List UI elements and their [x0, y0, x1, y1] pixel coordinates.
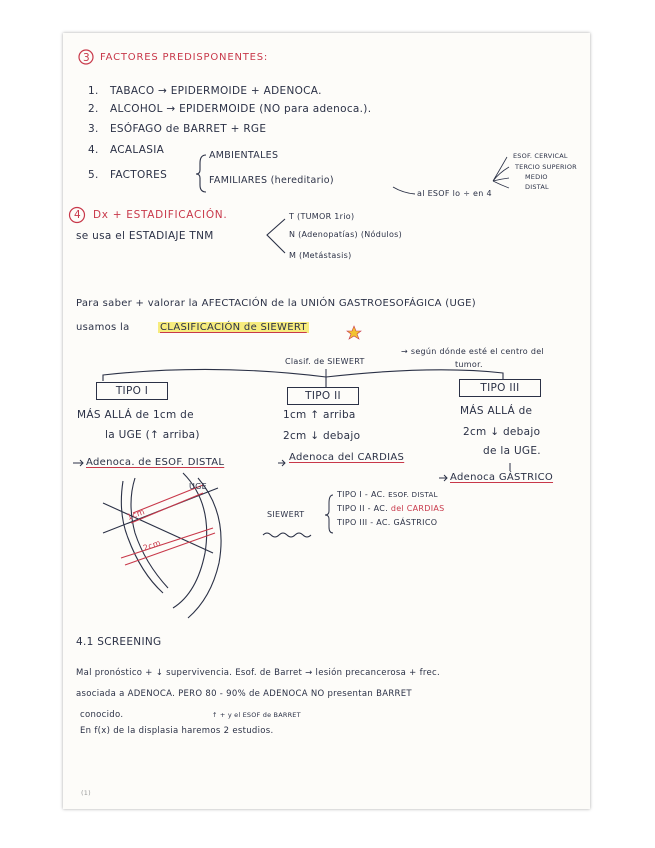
esof-parts-brace — [493, 157, 509, 188]
tipo-2-desc-2: 2cm ↓ debajo — [283, 430, 361, 442]
tipo-1-result: Adenoca. de ESOF. DISTAL — [86, 457, 225, 468]
siewert-squiggle — [263, 533, 311, 537]
factor-4-text: ACALASIA — [110, 144, 165, 156]
uge-line-2-highlight: CLASIFICACIÓN de SIEWERT — [160, 322, 307, 333]
esof-part-1: ESOF. CERVICAL — [513, 152, 568, 160]
tnm-n: N (Adenopatías) (Nódulos) — [289, 230, 403, 239]
classif-note-2: tumor. — [455, 360, 483, 369]
tipo-2-desc-1: 1cm ↑ arriba — [283, 409, 356, 421]
tipo-1-label: TIPO I — [115, 385, 149, 397]
factor-3-text: ESÓFAGO de BARRET + RGE — [110, 123, 267, 135]
tipo-3-result: Adenoca GÁSTRICO — [450, 472, 554, 483]
uge-line-1: Para saber + valorar la AFECTACIÓN de la UNIÓN GASTROESOFÁGICA (UGE) — [76, 298, 476, 309]
classif-label: Clasif. de SIEWERT — [285, 357, 365, 366]
section-3-number: 3 — [83, 52, 90, 64]
summary-3: TIPO III - AC. GÁSTRICO — [337, 518, 438, 527]
factor-5-text: FACTORES — [110, 169, 168, 181]
factor-3-num: 3. — [88, 123, 99, 135]
tipo-3-box — [459, 379, 541, 397]
esof-note: al ESOF lo ÷ en 4 — [417, 189, 492, 198]
screening-line-1: Mal pronóstico + ↓ supervivencia. Esof. de Barret → lesión precancerosa + frec. — [76, 668, 441, 678]
factor-4-num: 4. — [88, 144, 99, 156]
tipo-3-desc-2: 2cm ↓ debajo — [463, 426, 541, 438]
esof-part-4: DISTAL — [525, 183, 549, 191]
tipo-1-box — [96, 382, 168, 400]
drawing-uge-label: UGE — [189, 482, 208, 491]
factor-familiares: FAMILIARES (hereditario) — [209, 175, 334, 186]
tnm-t: T (TUMOR 1rio) — [289, 212, 355, 221]
tipo-2-label: TIPO II — [305, 390, 341, 402]
factor-1-text: TABACO → EPIDERMOIDE + ADENOCA. — [110, 85, 322, 97]
screening-line-3: conocido. — [80, 710, 124, 720]
screening-line-4: En f(x) de la displasia haremos 2 estudios. — [80, 726, 274, 736]
esof-arrow — [393, 187, 415, 194]
tipo-2-result: Adenoca del CARDIAS — [289, 452, 405, 463]
drawing-2cm: 2cm — [141, 538, 163, 553]
drawing-1cm: 1cm — [125, 507, 147, 522]
summary-1: TIPO I - AC. ESOF. DISTAL — [337, 490, 438, 499]
uge-line-2-pre: usamos la — [76, 322, 130, 333]
factor-2-text: ALCOHOL → EPIDERMOIDE (NO para adenoca.). — [110, 103, 372, 115]
tree-line-right — [326, 370, 503, 379]
screening-line-3-note: ↑ + y el ESOF de BARRET — [212, 711, 301, 719]
tipo-2-box — [287, 387, 359, 405]
section-41-title: 4.1 SCREENING — [76, 636, 162, 648]
section-4-number: 4 — [74, 209, 81, 221]
screening-line-2: asociada a ADENOCA. PERO 80 - 90% de ADENOCA NO presentan BARRET — [76, 689, 412, 699]
tipo-1-desc-1: MÁS ALLÁ de 1cm de — [77, 409, 194, 421]
factor-1-num: 1. — [88, 85, 99, 97]
factores-brace — [196, 155, 206, 192]
esof-part-3: MEDIO — [525, 173, 548, 181]
tipo-3-label: TIPO III — [480, 382, 520, 394]
tipo-3-desc-3: de la UGE. — [483, 445, 541, 457]
summary-brace — [325, 495, 333, 533]
tipo-1-desc-2: la UGE (↑ arriba) — [105, 429, 200, 441]
page-number: (1) — [81, 789, 91, 797]
tnm-intro: se usa el ESTADIAJE TNM — [76, 230, 214, 242]
classif-note-1: → según dónde esté el centro del — [401, 347, 544, 356]
factor-ambientales: AMBIENTALES — [209, 150, 279, 161]
esophagus-drawing — [103, 473, 221, 618]
factor-5-num: 5. — [88, 169, 99, 181]
esof-part-2: TERCIO SUPERIOR — [515, 163, 577, 171]
tipo-3-desc-1: MÁS ALLÁ de — [460, 405, 533, 417]
summary-siewert-label: SIEWERT — [267, 510, 305, 519]
tnm-bracket — [267, 219, 285, 253]
summary-2: TIPO II - AC. del CARDIAS — [337, 504, 445, 513]
tnm-m: M (Metástasis) — [289, 251, 352, 260]
section-3-title: FACTORES PREDISPONENTES: — [100, 52, 269, 63]
factor-2-num: 2. — [88, 103, 99, 115]
star-icon — [347, 326, 361, 339]
section-4-title: Dx + ESTADIFICACIÓN. — [93, 209, 228, 221]
notebook-page — [63, 33, 590, 809]
tree-line-left — [103, 369, 326, 381]
